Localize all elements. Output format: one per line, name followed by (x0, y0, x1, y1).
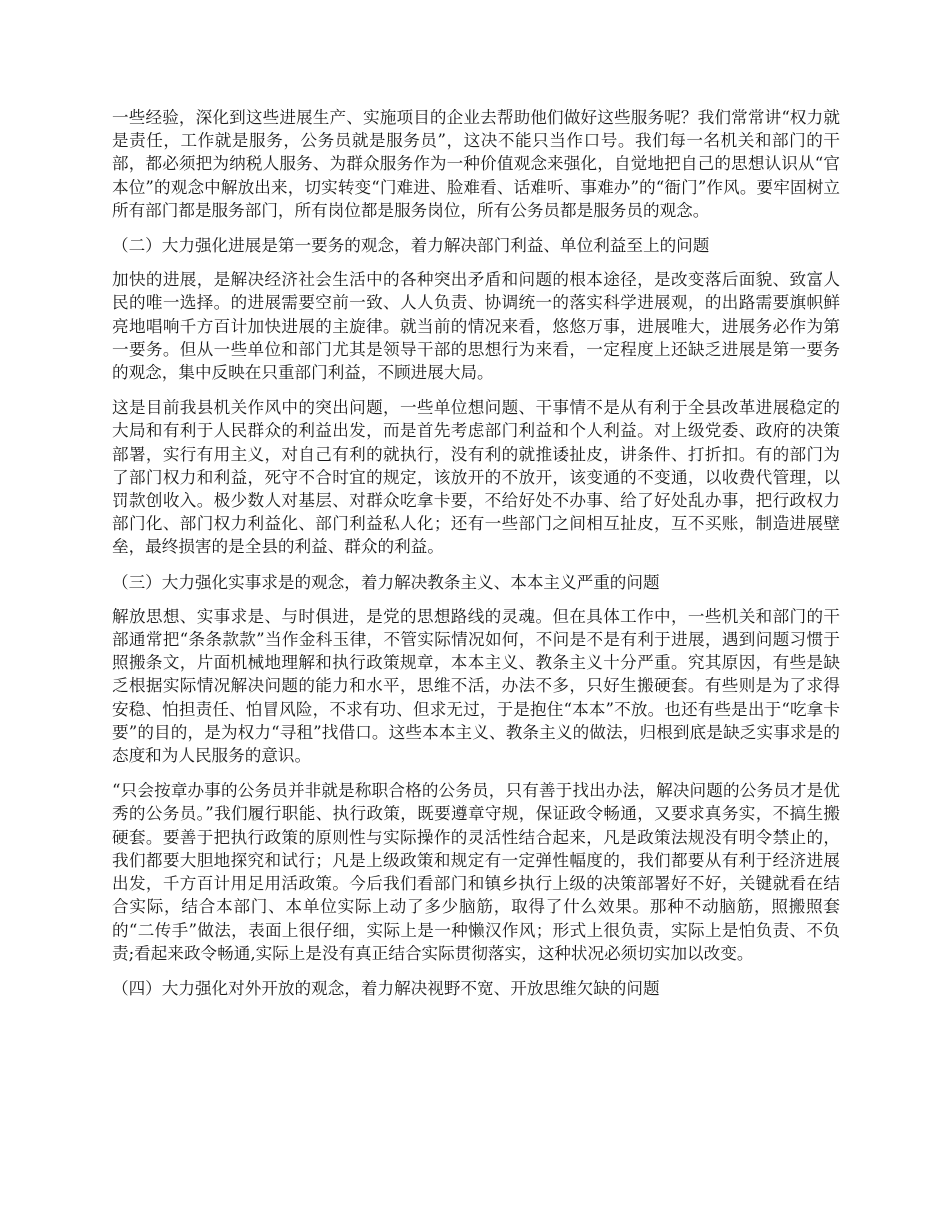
paragraph: “只会按章办事的公务员并非就是称职合格的公务员，只有善于找出办法，解决问题的公务员才是优秀的公务员。”我们履行职能、执行政策，既要遵章守规，保证政令畅通，又要求真务实，不搞生搬硬套。要善于把执行政策的原则性与实际操作的灵活性结合起来，凡是政策法规没有明令禁止的，我们都要大胆地探究和试行；凡是上级政策和规定有一定弹性幅度的，我们都要从有利于经济进展出发，千方百计用足用活政策。今后我们看部门和镇乡执行上级的决策部署好不好，关键就看在结合实际，结合本部门、本单位实际上动了多少脑筋，取得了什么效果。那种不动脑筋，照搬照套的“二传手”做法，表面上很仔细，实际上是一种懒汉作风；形式上很负责，实际上是怕负责、不负责;看起来政令畅通,实际上是没有真正结合实际贯彻落实，这种状况必须切实加以改变。 (112, 781, 840, 963)
paragraph: 这是目前我县机关作风中的突出问题，一些单位想问题、干事情不是从有利于全县改革进展稳定的大局和有利于人民群众的利益出发，而是首先考虑部门利益和个人利益。对上级党委、政府的决策部署，实行有用主义，对自己有利的就执行，没有利的就推诿扯皮，讲条件、打折扣。有的部门为了部门权力和利益，死守不合时宜的规定，该放开的不放开，该变通的不变通，以收费代管理，以罚款创收入。极少数人对基层、对群众吃拿卡要，不给好处不办事、给了好处乱办事，把行政权力部门化、部门权力利益化、部门利益私人化；还有一些部门之间相互扯皮，互不买账，制造进展壁垒，最终损害的是全县的利益、群众的利益。 (112, 398, 840, 557)
paragraph-continuation: 一些经验，深化到这些进展生产、实施项目的企业去帮助他们做好这些服务呢？我们常常讲“权力就是责任，工作就是服务，公务员就是服务员”，这决不能只当作口号。我们每一名机关和部门的干部，都必须把为纳税人服务、为群众服务作为一种价值观念来强化，自觉地把自己的思想认识从“官本位”的观念中解放出来，切实转变“门难进、脸难看、话难听、事难办”的“衙门”作风。要牢固树立所有部门都是服务部门，所有岗位都是服务岗位，所有公务员都是服务员的观念。 (112, 108, 840, 220)
paragraph: 加快的进展，是解决经济社会生活中的各种突出矛盾和问题的根本途径，是改变落后面貌、致富人民的唯一选择。的进展需要空前一致、人人负责、协调统一的落实科学进展观，的出路需要旗帜鲜亮地唱响千方百计加快进展的主旋律。就当前的情况来看，悠悠万事，进展唯大，进展务必作为第一要务。但从一些单位和部门尤其是领导干部的思想行为来看，一定程度上还缺乏进展是第一要务的观念，集中反映在只重部门利益，不顾进展大局。 (112, 270, 840, 383)
section-heading-2: （二）大力强化进展是第一要务的观念，着力解决部门利益、单位利益至上的问题 (112, 236, 710, 256)
section-heading-4: （四）大力强化对外开放的观念，着力解决视野不宽、开放思维欠缺的问题 (112, 978, 660, 998)
paragraph: 解放思想、实事求是、与时俱进，是党的思想路线的灵魂。但在具体工作中，一些机关和部门的干部通常把“条条款款”当作金科玉律，不管实际情况如何，不问是不是有利于进展，遇到问题习惯于照搬条文，片面机械地理解和执行政策规章，本本主义、教条主义十分严重。究其原因，有些是缺乏根据实际情况解决问题的能力和水平，思维不活，办法不多，只好生搬硬套。有些则是为了求得安稳、怕担责任、怕冒风险，不求有功、但求无过，于是抱住“本本”不放。也还有些是出于“吃拿卡要”的目的，是为权力“寻租”找借口。这些本本主义、教条主义的做法，归根到底是缺乏实事求是的态度和为人民服务的意识。 (112, 606, 840, 766)
section-heading-3: （三）大力强化实事求是的观念，着力解决教条主义、本本主义严重的问题 (112, 572, 660, 592)
document-body (112, 106, 840, 1011)
